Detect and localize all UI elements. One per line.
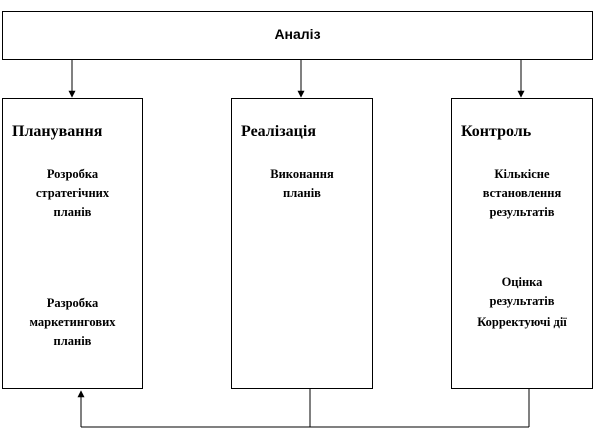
planning-step1-line1: Розробка bbox=[46, 167, 99, 181]
realization-step1 bbox=[232, 165, 372, 203]
planning-step2 bbox=[3, 294, 142, 351]
planning-step2-line1: Разробка bbox=[46, 296, 99, 310]
control-step1 bbox=[452, 165, 592, 222]
analysis-box bbox=[2, 11, 593, 60]
control-step2-line2: результатів bbox=[489, 294, 555, 308]
planning-title: Планування bbox=[12, 123, 103, 140]
realization-box bbox=[231, 98, 373, 389]
control-step1-line1: Кількісне bbox=[494, 167, 550, 181]
realization-step1-line1: Виконання bbox=[270, 167, 334, 181]
planning-step2-line3: планів bbox=[53, 334, 92, 348]
control-step1-line3: результатів bbox=[489, 205, 555, 219]
realization-step1-line2: планів bbox=[283, 186, 321, 200]
control-box bbox=[451, 98, 593, 389]
control-title: Контроль bbox=[461, 123, 532, 140]
control-step3: Корректуючі дії bbox=[477, 315, 567, 329]
realization-title: Реалізація bbox=[241, 123, 316, 140]
control-step2 bbox=[452, 273, 592, 311]
planning-step1-line3: планів bbox=[53, 205, 92, 219]
planning-step2-line2: маркетингових bbox=[29, 315, 116, 329]
control-step1-line2: встановлення bbox=[482, 186, 562, 200]
analysis-label: Аналіз bbox=[274, 26, 321, 42]
planning-box bbox=[2, 98, 143, 389]
planning-step1 bbox=[3, 165, 142, 222]
control-step2-line1: Оцінка bbox=[501, 275, 543, 289]
planning-step1-line2: стратегічних bbox=[35, 186, 110, 200]
